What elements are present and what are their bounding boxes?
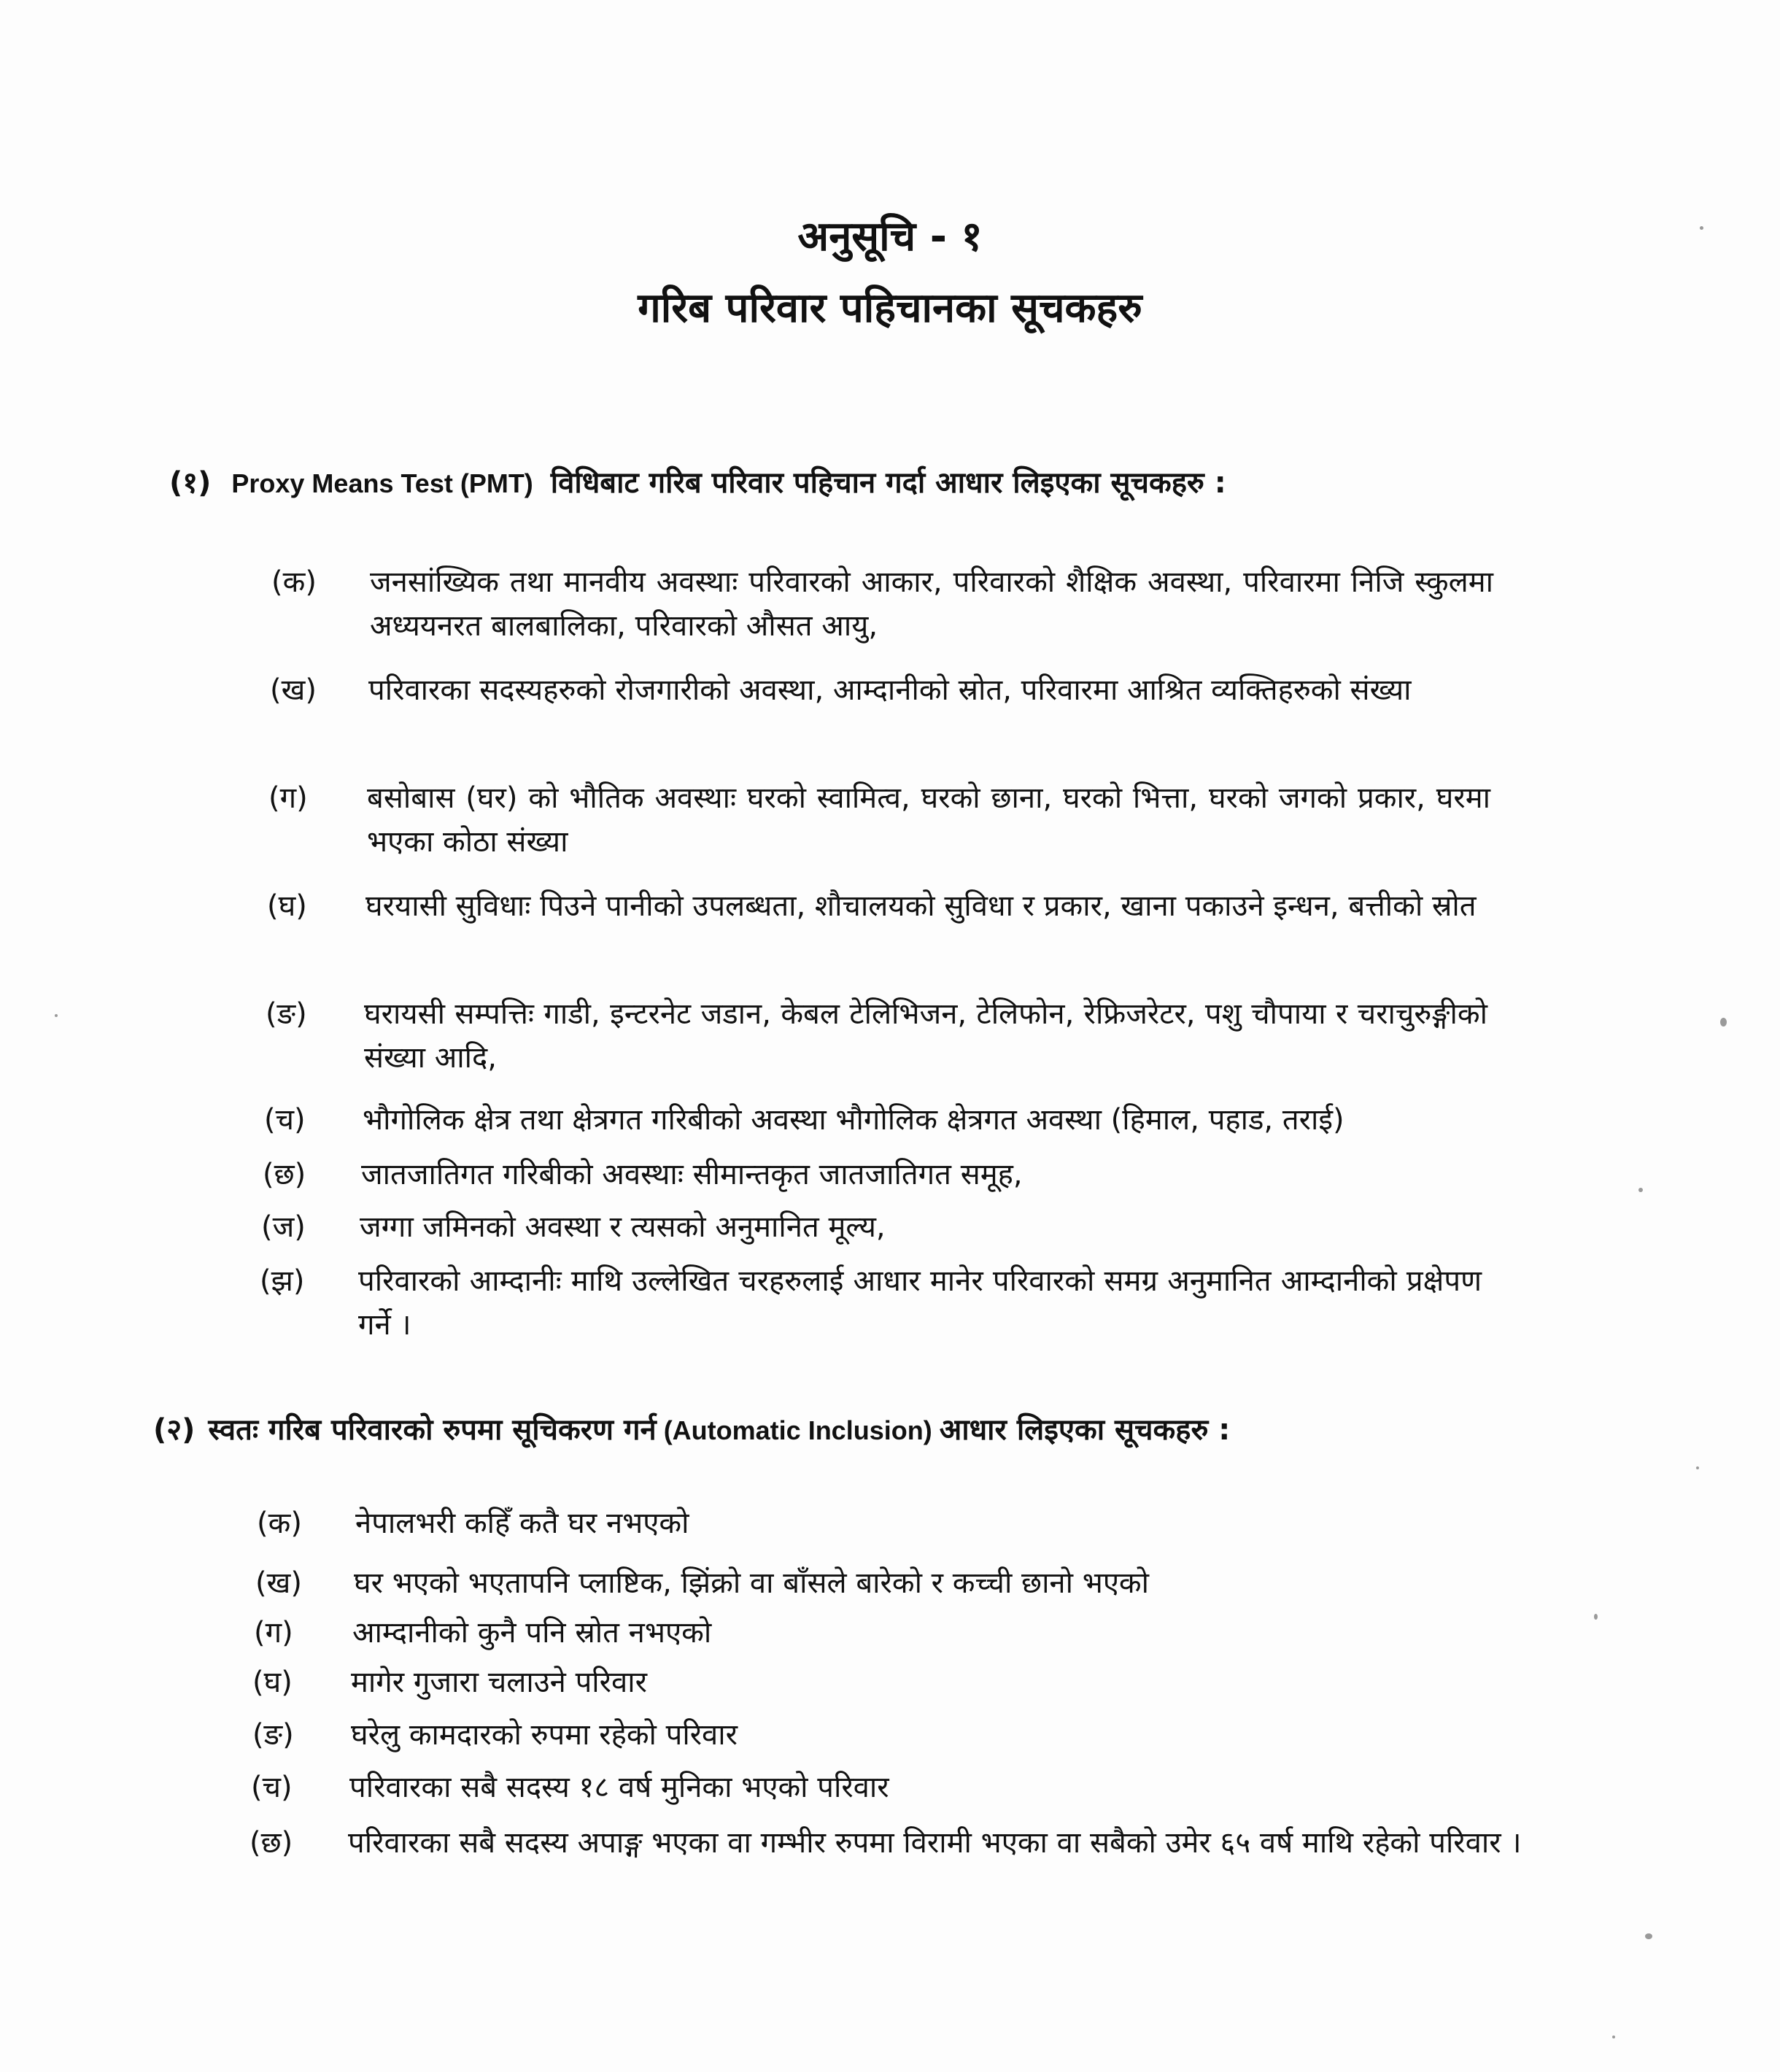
item-text: जनसांख्यिक तथा मानवीय अवस्थाः परिवारको आकार, परिवारको शैक्षिक अवस्था, परिवारमा निजि स्कुलमा अध्ययनरत बालबालिका, परिवारको औसत आयु, [370, 565, 1493, 643]
scan-speck [1700, 226, 1703, 230]
item-label: (ग) [254, 1616, 293, 1650]
scan-speck [1594, 1614, 1598, 1620]
item-text: घरेलु कामदारको रुपमा रहेको परिवार [351, 1718, 738, 1752]
item-label: (ख) [270, 673, 317, 707]
section-1-heading [169, 461, 1226, 506]
item-label: (क) [271, 565, 317, 599]
scan-speck [1645, 1933, 1652, 1939]
item-label: (ग) [268, 781, 308, 815]
item-text: घरायसी सम्पत्तिः गाडी, इन्टरनेट जडान, केबल टेलिभिजन, टेलिफोन, रेफ्रिजरेटर, पशु चौपाया र चराचुरुङ्गीको संख्या आदि, [364, 997, 1487, 1075]
scan-speck [1612, 2036, 1615, 2038]
section-2-heading-nepali-tail: आधार लिइएका सूचकहरु : [939, 1413, 1231, 1447]
item-text: परिवारका सदस्यहरुको रोजगारीको अवस्था, आम्दानीको स्रोत, परिवारमा आश्रित व्यक्तिहरुको संख्या [368, 673, 1412, 707]
section-1-heading-english: Proxy Means Test (PMT) [231, 468, 533, 498]
item-label: (झ) [260, 1264, 305, 1298]
item-text: बसोबास (घर) को भौतिक अवस्थाः घरको स्वामित्व, घरको छाना, घरको भित्ता, घरको जगको प्रकार, घरमा भएका कोठा संख्या [367, 781, 1490, 859]
item-label: (ङ) [266, 997, 307, 1031]
item-text: आम्दानीको कुनै पनि स्रोत नभएको [352, 1616, 712, 1650]
item-label: (च) [251, 1771, 293, 1804]
item-text: जातजातिगत गरिबीको अवस्थाः सीमान्तकृत जातजातिगत समूह, [361, 1158, 1023, 1191]
item-text: परिवारका सबै सदस्य १८ वर्ष मुनिका भएको परिवार [349, 1771, 889, 1804]
item-label: (क) [257, 1507, 302, 1540]
item-text: परिवारको आम्दानीः माथि उल्लेखित चरहरुलाई आधार मानेर परिवारको समग्र अनुमानित आम्दानीको प्रक्षेपण गर्ने । [358, 1264, 1482, 1342]
item-label: (च) [264, 1103, 306, 1137]
item-text: जग्गा जमिनको अवस्था र त्यसको अनुमानित मूल्य, [360, 1210, 886, 1244]
item-label: (छ) [263, 1158, 306, 1191]
scan-speck [1696, 1466, 1699, 1469]
item-text: परिवारका सबै सदस्य अपाङ्ग भएका वा गम्भीर रुपमा विरामी भएका वा सबैको उमेर ६५ वर्ष माथि रहेको परिवार । [348, 1826, 1522, 1860]
item-text: मागेर गुजारा चलाउने परिवार [351, 1666, 647, 1699]
item-label: (छ) [249, 1826, 293, 1860]
section-2-heading [153, 1408, 1230, 1453]
item-label: (ङ) [252, 1718, 294, 1752]
annex-title: अनुसूचि - १ [797, 213, 983, 260]
scan-speck [1720, 1018, 1727, 1027]
item-text: घर भएको भएतापनि प्लाष्टिक, झिंक्रो वा बाँसले बारेको र कच्ची छानो भएको [354, 1566, 1150, 1600]
section-2-heading-nepali: स्वतः गरिब परिवारको रुपमा सूचिकरण गर्न [208, 1413, 657, 1447]
item-text: भौगोलिक क्षेत्र तथा क्षेत्रगत गरिबीको अवस्था भौगोलिक क्षेत्रगत अवस्था (हिमाल, पहाड, तराई) [363, 1103, 1344, 1137]
scan-speck [1638, 1188, 1643, 1192]
item-label: (ख) [255, 1566, 302, 1600]
section-2-heading-english: (Automatic Inclusion) [663, 1415, 932, 1445]
item-label: (ज) [261, 1210, 306, 1244]
item-label: (घ) [267, 889, 307, 923]
section-2-number: (२) [153, 1413, 196, 1447]
section-1-number: (१) [169, 466, 212, 500]
item-label: (घ) [252, 1666, 293, 1699]
annex-subtitle: गरिब परिवार पहिचानका सूचकहरु [638, 285, 1142, 332]
scan-speck [55, 1014, 58, 1017]
item-text: नेपालभरी कहिँ कतै घर नभएको [355, 1507, 689, 1540]
section-1-heading-nepali: विधिबाट गरिब परिवार पहिचान गर्दा आधार लिइएका सूचकहरु : [550, 466, 1226, 500]
item-text: घरयासी सुविधाः पिउने पानीको उपलब्धता, शौचालयको सुविधा र प्रकार, खाना पकाउने इन्धन, बत्तीको स्रोत [365, 889, 1477, 923]
